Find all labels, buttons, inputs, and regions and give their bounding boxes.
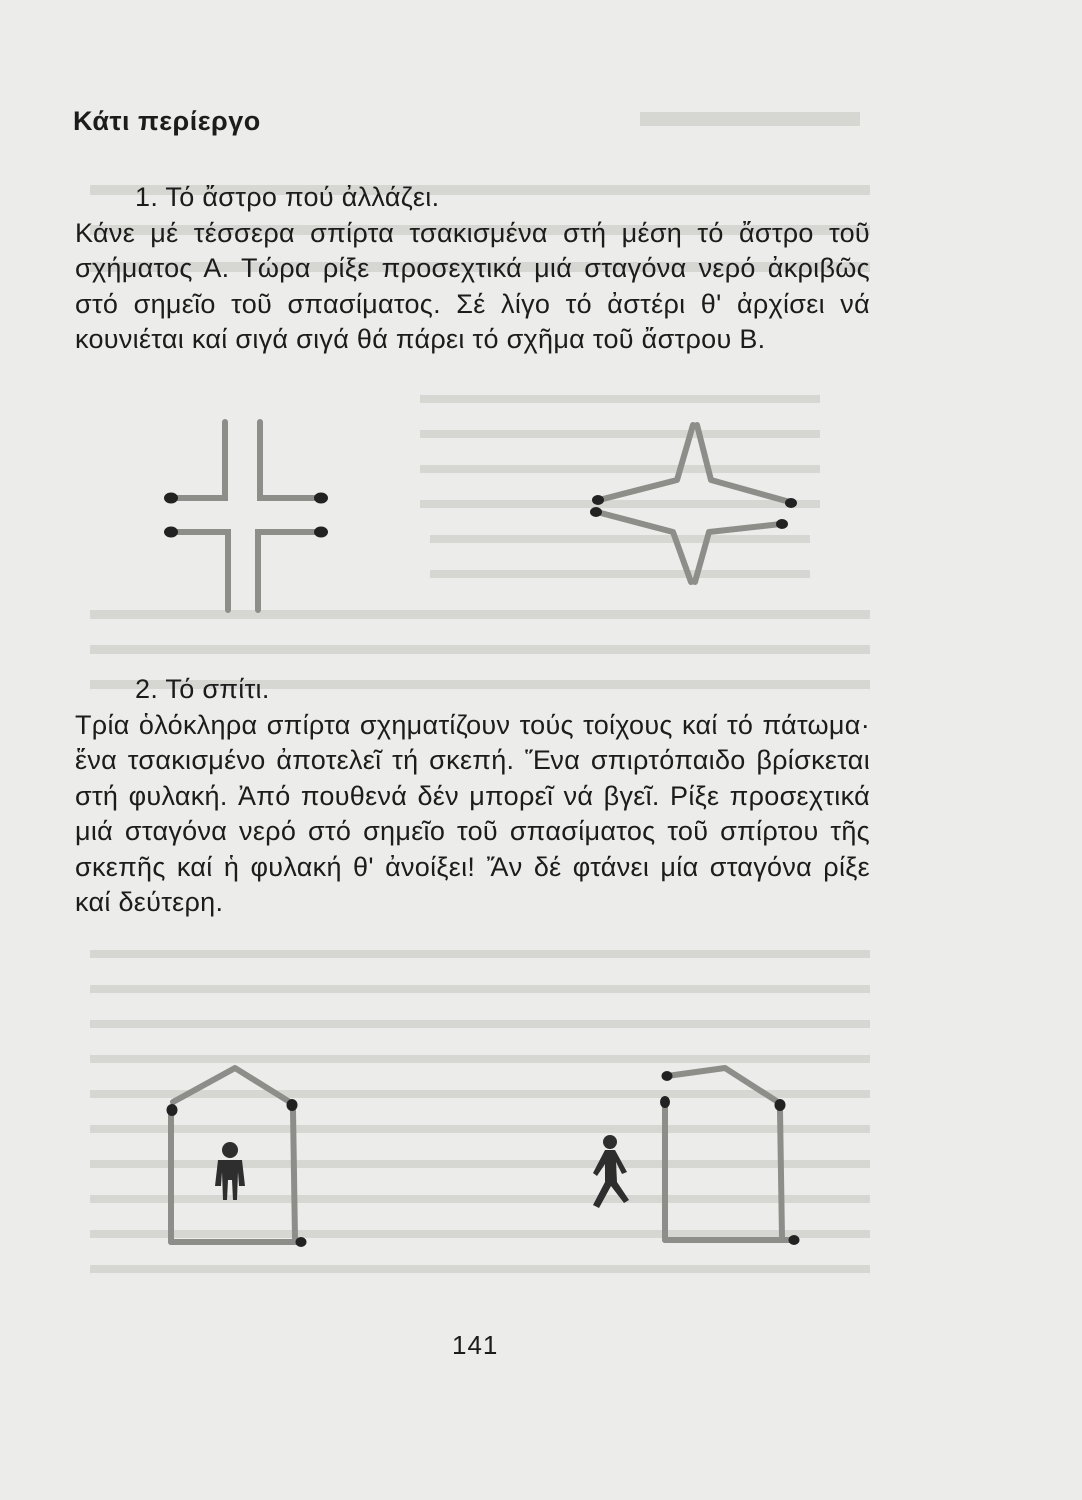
figure-house-closed [155,1060,315,1255]
matchstick-person-inside [215,1142,245,1200]
page-number: 141 [452,1330,499,1360]
section-2-body: Τρία ὁλόκληρα σπίρτα σχηματίζουν τούς τοίχους καί τό πάτωμα· ἕνα τσακισμένο ἀποτελεῖ τή σκεπή. Ἕνα σπιρτόπαιδο βρίσκεται στή φυλακή. Ἀπό πουθενά δέν μπορεῖ νά βγεῖ. Ρίξε προσεχτικά μιά σταγόνα νερό στό σημεῖο τοῦ σπασίματος τοῦ σπίρτου τῆς σκεπῆς καί ἡ φυλακή θ' ἀνοίξει! Ἄν δέ φτάνει μία σταγόνα ρίξε καί δεύτερη. [75,709,870,917]
section-2-title: 2. Τό σπίτι. [135,674,270,704]
figure-star-a [150,410,350,620]
section-1 [75,180,870,358]
section-2 [75,672,870,921]
section-1-title: 1. Τό ἄστρο πού ἀλλάζει. [135,182,440,212]
figure-star-b [585,420,800,590]
figure-house-open [575,1060,815,1255]
section-1-body: Κάνε μέ τέσσερα σπίρτα τσακισμένα στή μέση τό ἄστρο τοῦ σχήματος Α. Τώρα ρίξε προσεχτικά μιά σταγόνα νερό ἀκριβῶς στό σημεῖο τοῦ σπασίματος. Σέ λίγο τό ἀστέρι θ' ἀρχίσει νά κουνιέται καί σιγά σιγά θά πάρει τό σχῆμα τοῦ ἄστρου Β. [75,217,870,354]
matchstick-person-escaping [593,1135,629,1208]
page-heading: Κάτι περίεργο [73,106,261,136]
